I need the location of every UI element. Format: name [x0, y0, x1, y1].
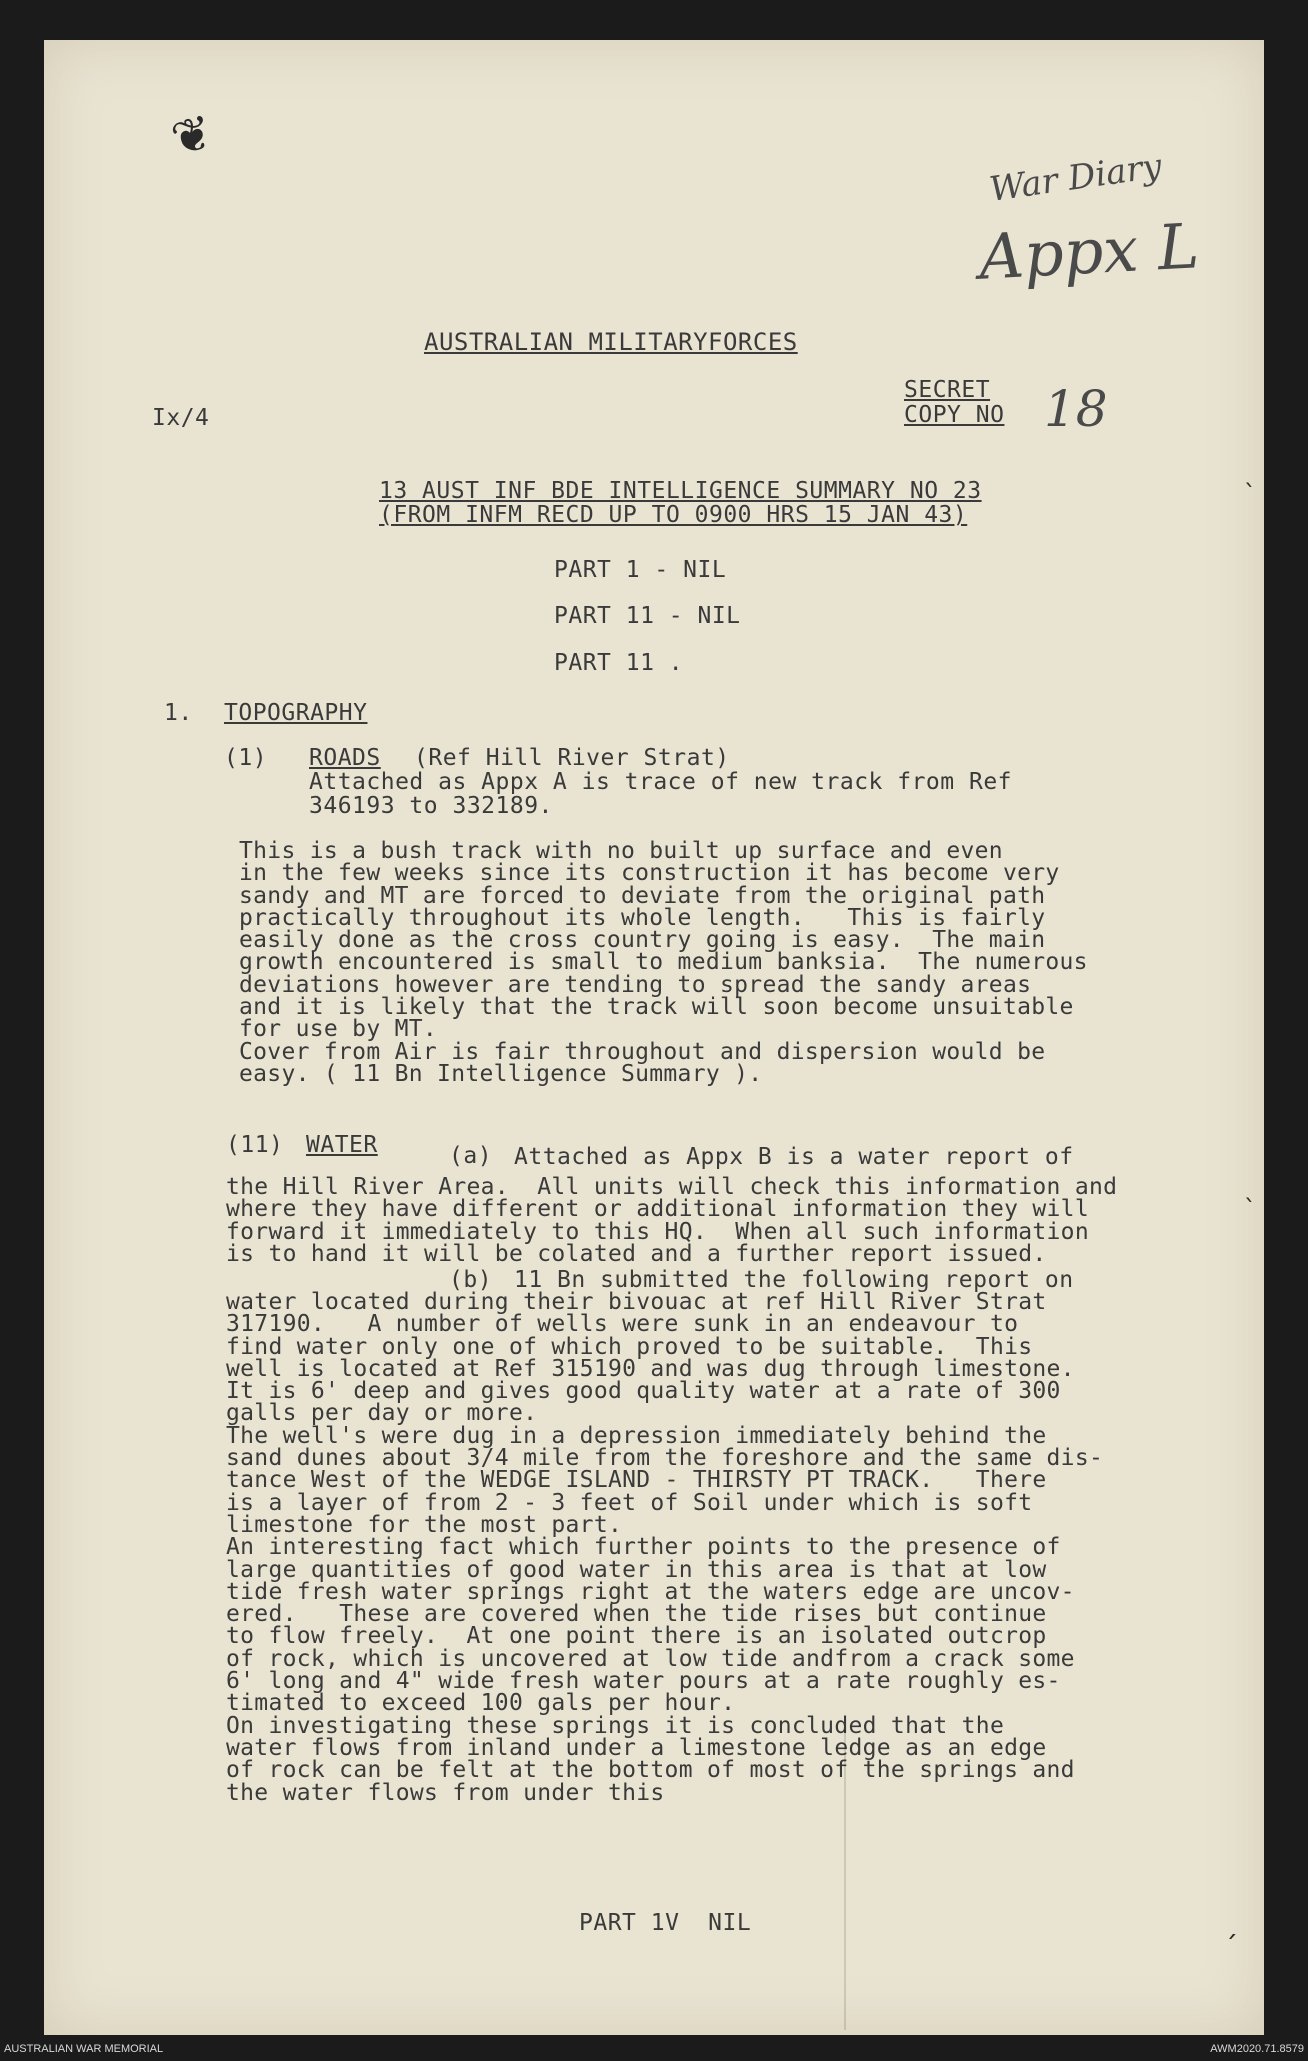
water-line-b: 11 Bn submitted the following report on: [514, 1267, 1074, 1293]
section-heading: TOPOGRAPHY: [224, 700, 368, 726]
ink-stamp-mark: ❦: [165, 103, 219, 169]
part-1: PART 1 - NIL: [554, 557, 727, 583]
summary-title: 13 AUST INF BDE INTELLIGENCE SUMMARY NO 23: [379, 478, 982, 504]
appx-annotation: Appx L: [977, 209, 1201, 294]
roads-label: ROADS: [309, 745, 381, 771]
roads-line-2: 346193 to 332189.: [309, 793, 553, 819]
margin-tick-mark: ˋ: [1244, 480, 1256, 508]
summary-subtitle: (FROM INFM RECD UP TO 0900 HRS 15 JAN 43): [379, 502, 968, 528]
roads-line-1: Attached as Appx A is trace of new track from Ref: [309, 769, 1013, 795]
water-number: (11): [226, 1132, 284, 1158]
roads-paragraph: This is a bush track with no built up surface and even in the few weeks since its construction it has become very sandy and MT are forced to deviate from the original path practically throughout its whole length. This is fairly easily done as the cross country going is easy. The main growth encountered is small to medium banksia. The numerous deviations however are tending to spread the sandy areas and it is likely that the track will soon become unsuitable for use by MT. Cover from Air is fair throughout and dispersion would be easy. ( 11 Bn Intelligence Summary ).: [239, 838, 1088, 1087]
roads-number: (1): [224, 745, 268, 771]
water-paragraph-a: the Hill River Area. All units will check this information and where they have different or additional information they will forward it immediately to this HQ. When all such information is to hand it will be colated and a further report issued.: [226, 1174, 1118, 1267]
section-number: 1.: [164, 700, 193, 726]
water-line-a: Attached as Appx B is a water report of: [514, 1144, 1074, 1170]
part-3: PART 11 .: [554, 650, 684, 676]
water-sub-a: (a): [449, 1143, 493, 1169]
footer-credit: AUSTRALIAN WAR MEMORIAL: [4, 2043, 164, 2055]
document-page: [44, 40, 1264, 2035]
part-2: PART 11 - NIL: [554, 603, 741, 629]
water-label: WATER: [306, 1132, 378, 1158]
water-paragraph-b: water located during their bivouac at ref Hill River Strat 317190. A number of wells were sunk in an endeavour to find water only one of which proved to be suitable. This well is located at Ref 315190 and was dug through limestone. It is 6' deep and gives good quality water at a rate of 300 galls per day or more. The well's were dug in a depression immediately behind the sand dunes about 3/4 mile from the foreshore and the same dis- tance West of the WEDGE ISLAND - THIRSTY PT TRACK. There is a layer of from 2 - 3 feet of Soil under which is soft limestone for the most part. An interesting fact which further points to the presence of large quantities of good water in this area is that at low tide fresh water springs right at the waters edge are uncov- ered. These are covered when the tide rises but continue to flow freely. At one point there is an isolated outcrop of rock, which is uncovered at low tide andfrom a crack some 6' long and 4" wide fresh water pours at a rate roughly es- timated to exceed 100 gals per hour. On investigating these springs it is concluded that the water flows from inland under a limestone ledge as an edge of rock can be felt at the bottom of most of the springs and the water flows from under this: [226, 1289, 1104, 1806]
part-4: PART 1V NIL: [579, 1910, 752, 1936]
roads-reference: (Ref Hill River Strat): [414, 745, 730, 771]
copy-number-label: COPY NO: [904, 402, 1005, 428]
file-reference: Ix/4: [152, 405, 210, 431]
org-heading: AUSTRALIAN MILITARYFORCES: [424, 328, 798, 356]
classification-label: SECRET: [904, 377, 991, 403]
water-sub-b: (b): [449, 1267, 493, 1293]
footer-accession: AWM2020.71.8579: [1210, 2043, 1304, 2055]
war-diary-annotation: War Diary: [987, 146, 1165, 210]
margin-tick-mark: ˋ: [1244, 1195, 1256, 1223]
paper-crease: [844, 1730, 846, 2030]
margin-tick-mark: ˊ: [1224, 1930, 1238, 1963]
copy-number-handwritten: 18: [1044, 380, 1108, 438]
